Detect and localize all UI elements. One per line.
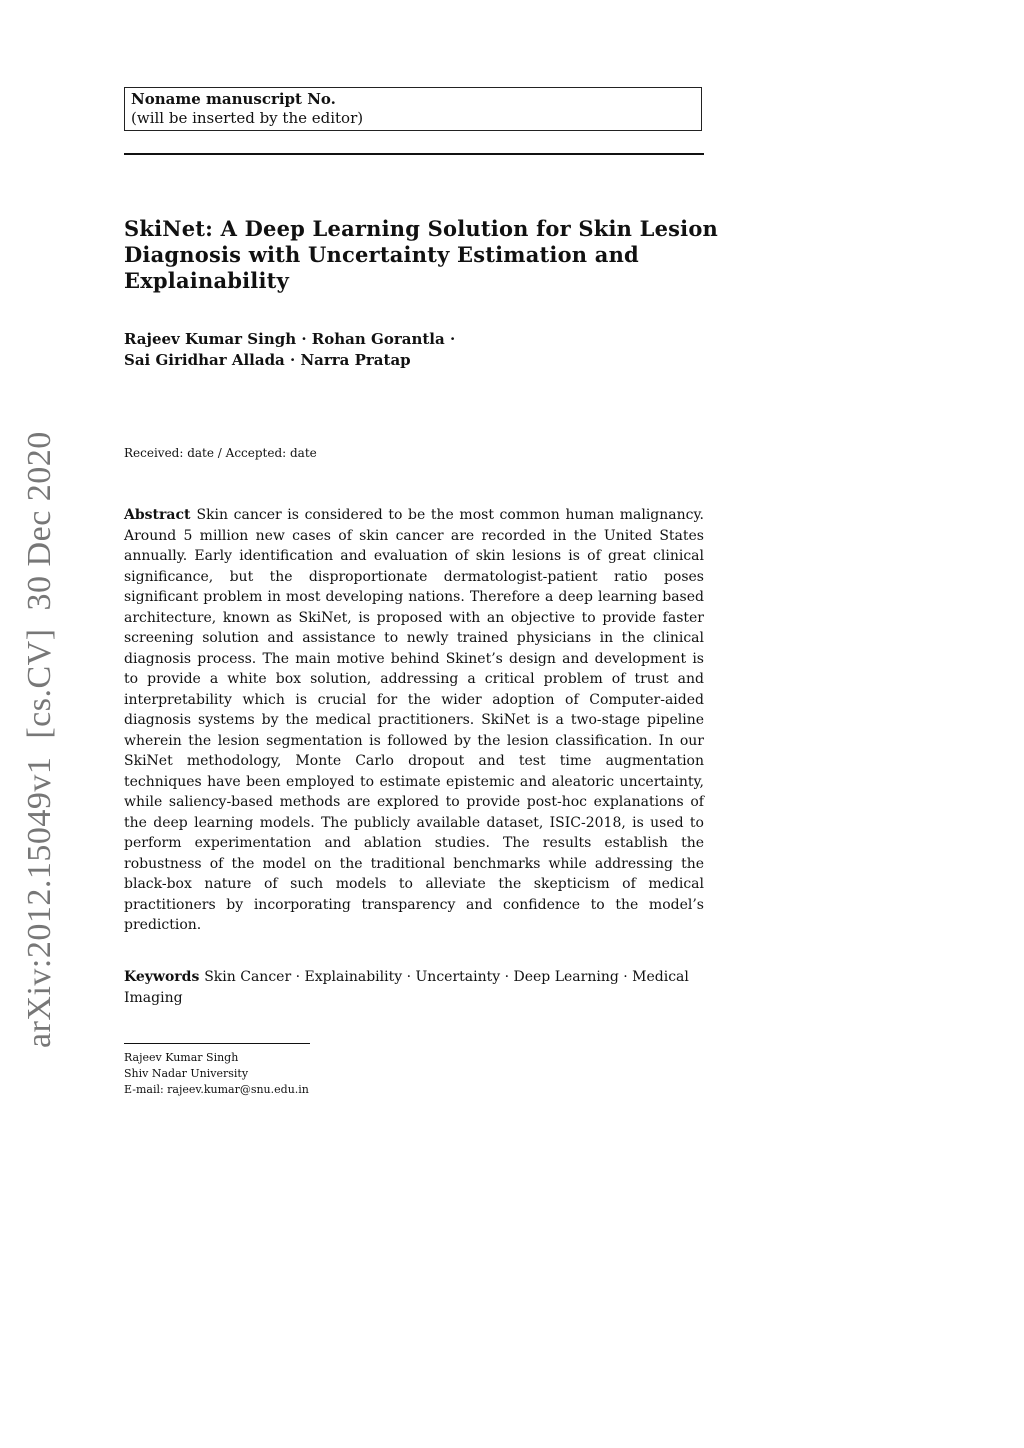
- abstract-label: Abstract: [124, 507, 197, 523]
- manuscript-label: Noname manuscript No.: [131, 90, 336, 108]
- footnote-email[interactable]: E-mail: rajeev.kumar@snu.edu.in: [124, 1083, 309, 1096]
- footnote-affiliation: Shiv Nadar University: [124, 1067, 249, 1080]
- header-rule: [124, 153, 704, 155]
- keywords-label: Keywords: [124, 969, 205, 985]
- author-list: [124, 329, 704, 371]
- footnote-rule: [124, 1043, 310, 1044]
- authors-line-2: Sai Giridhar Allada · Narra Pratap: [124, 351, 411, 369]
- manuscript-note: (will be inserted by the editor): [131, 109, 364, 127]
- authors-line-1: Rajeev Kumar Singh · Rohan Gorantla ·: [124, 330, 456, 348]
- abstract: [124, 505, 704, 936]
- abstract-text: Skin cancer is considered to be the most common human malignancy. Around 5 million new cases of skin cancer are recorded in the United States annually. Early identification and evaluation of skin lesions is of great clinical significance, but the disproportionate dermatologist-patient ratio poses significant problem in most developing nations. Therefore a deep learning based architecture, known as SkiNet, is proposed with an objective to provide faster screening solution and assistance to newly trained physicians in the clinical diagnosis process. The main motive behind Skinet’s design and development is to provide a white box solution, addressing a critical problem of trust and interpretability which is crucial for the wider adoption of Computer-aided diagnosis systems by the medical practitioners. SkiNet is a two-stage pipeline wherein the lesion segmentation is followed by the lesion classification. In our SkiNet methodology, Monte Carlo dropout and test time augmentation techniques have been employed to estimate epistemic and aleatoric uncertainty, while saliency-based methods are explored to provide post-hoc explanations of the deep learning models. The publicly available dataset, ISIC-2018, is used to perform experimentation and ablation studies. The results establish the robustness of the model on the traditional benchmarks while addressing the black-box nature of such models to alleviate the skepticism of medical practitioners by incorporating transparency and confidence to the model’s prediction.: [124, 507, 704, 933]
- author-footnote: [124, 1050, 524, 1098]
- paper-title: SkiNet: A Deep Learning Solution for Skin Lesion Diagnosis with Uncertainty Estimation and Explainability: [124, 216, 719, 293]
- footnote-name: Rajeev Kumar Singh: [124, 1051, 239, 1064]
- arxiv-identifier: arXiv:2012.15049v1 [cs.CV] 30 Dec 2020: [21, 431, 58, 1048]
- manuscript-number-box: [124, 87, 702, 131]
- received-date: Received: date / Accepted: date: [124, 446, 317, 460]
- keywords: [124, 967, 704, 1008]
- keywords-text: Skin Cancer · Explainability · Uncertainty · Deep Learning · Medical Imaging: [124, 969, 689, 1006]
